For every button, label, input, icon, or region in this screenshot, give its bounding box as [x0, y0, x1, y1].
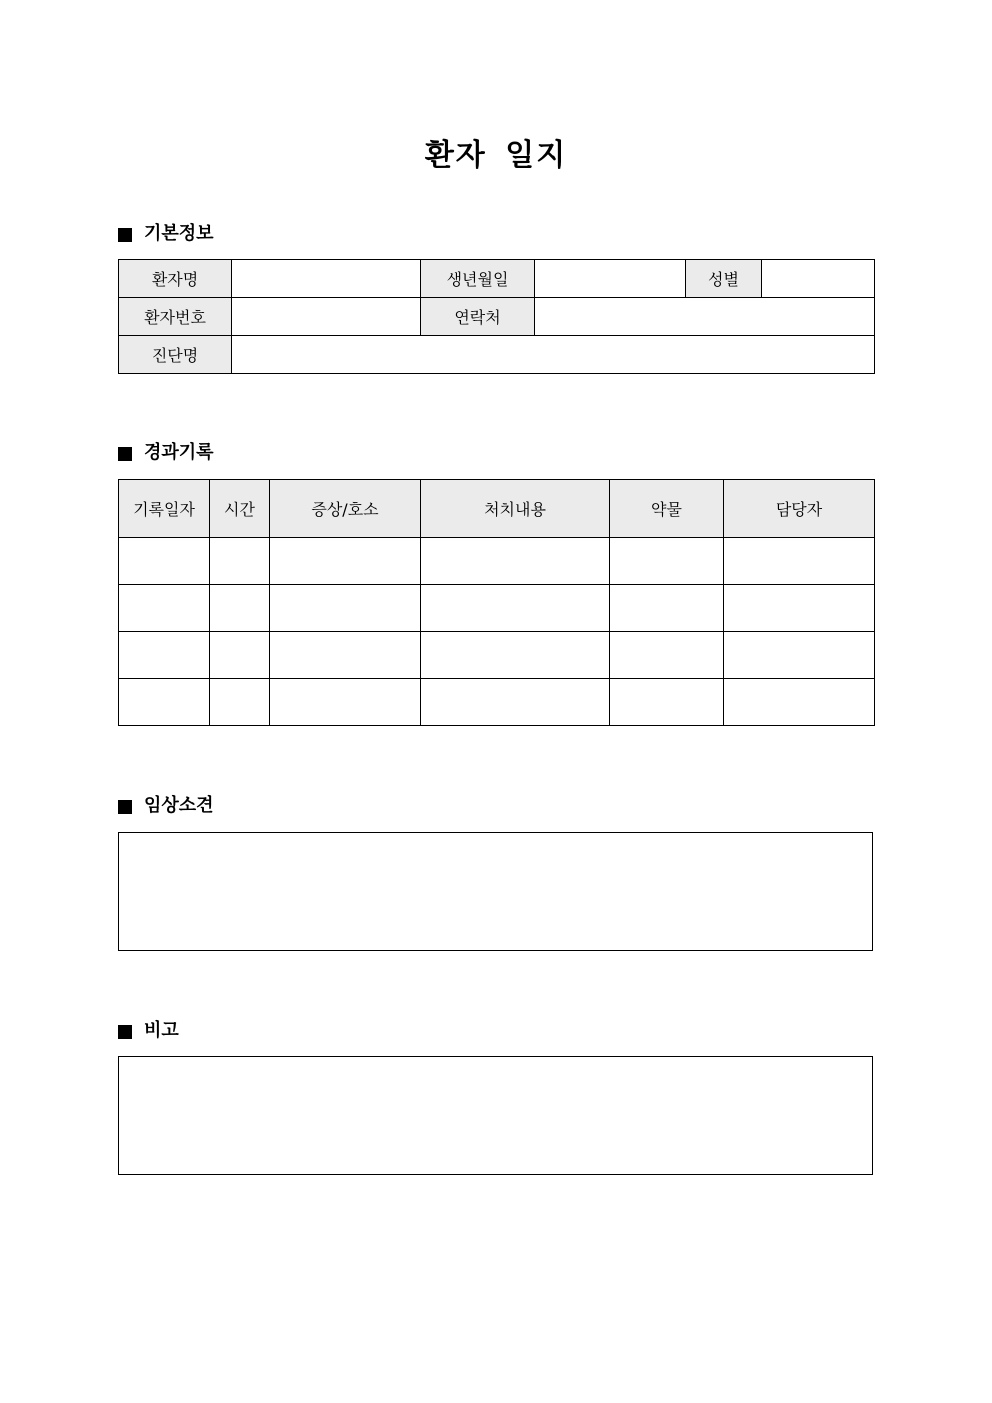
clinical-findings-textbox[interactable] — [118, 832, 873, 951]
record-date-cell[interactable] — [119, 632, 210, 679]
record-date-cell[interactable] — [119, 538, 210, 585]
black-square-icon — [118, 447, 132, 461]
time-cell[interactable] — [210, 632, 270, 679]
table-row — [119, 679, 875, 726]
patient-name-field[interactable] — [232, 260, 421, 298]
column-header-medication: 약물 — [610, 480, 724, 538]
birth-date-field[interactable] — [535, 260, 686, 298]
patient-number-field[interactable] — [232, 298, 421, 336]
diagnosis-field[interactable] — [232, 336, 875, 374]
remarks-heading — [118, 1019, 179, 1043]
patient-name-label: 환자명 — [119, 260, 232, 298]
gender-label: 성별 — [686, 260, 762, 298]
medication-cell[interactable] — [610, 538, 724, 585]
table-row — [119, 538, 875, 585]
table-row — [119, 632, 875, 679]
time-cell[interactable] — [210, 538, 270, 585]
time-cell[interactable] — [210, 679, 270, 726]
birth-date-label: 생년월일 — [421, 260, 535, 298]
medication-cell[interactable] — [610, 632, 724, 679]
column-header-record-date: 기록일자 — [119, 480, 210, 538]
staff-cell[interactable] — [724, 538, 875, 585]
progress-record-heading-text: 경과기록 — [144, 442, 214, 463]
progress-record-table — [118, 479, 875, 726]
symptoms-cell[interactable] — [270, 585, 421, 632]
column-header-symptoms: 증상/호소 — [270, 480, 421, 538]
contact-field[interactable] — [535, 298, 875, 336]
page-title: 환자 일지 — [424, 138, 568, 173]
table-row — [119, 585, 875, 632]
column-header-staff: 담당자 — [724, 480, 875, 538]
gender-field[interactable] — [762, 260, 875, 298]
symptoms-cell[interactable] — [270, 538, 421, 585]
column-header-time: 시간 — [210, 480, 270, 538]
staff-cell[interactable] — [724, 632, 875, 679]
time-cell[interactable] — [210, 585, 270, 632]
basic-info-heading-text: 기본정보 — [144, 223, 214, 244]
basic-info-heading — [118, 222, 214, 246]
clinical-findings-heading-text: 임상소견 — [144, 795, 214, 816]
black-square-icon — [118, 800, 132, 814]
medication-cell[interactable] — [610, 679, 724, 726]
black-square-icon — [118, 228, 132, 242]
remarks-textbox[interactable] — [118, 1056, 873, 1175]
clinical-findings-heading — [118, 794, 214, 818]
column-header-treatment: 처치내용 — [421, 480, 610, 538]
remarks-heading-text: 비고 — [144, 1020, 179, 1041]
treatment-cell[interactable] — [421, 679, 610, 726]
treatment-cell[interactable] — [421, 632, 610, 679]
treatment-cell[interactable] — [421, 538, 610, 585]
record-date-cell[interactable] — [119, 585, 210, 632]
symptoms-cell[interactable] — [270, 632, 421, 679]
patient-number-label: 환자번호 — [119, 298, 232, 336]
symptoms-cell[interactable] — [270, 679, 421, 726]
medication-cell[interactable] — [610, 585, 724, 632]
record-date-cell[interactable] — [119, 679, 210, 726]
progress-record-heading — [118, 441, 214, 465]
staff-cell[interactable] — [724, 585, 875, 632]
staff-cell[interactable] — [724, 679, 875, 726]
contact-label: 연락처 — [421, 298, 535, 336]
treatment-cell[interactable] — [421, 585, 610, 632]
diagnosis-label: 진단명 — [119, 336, 232, 374]
black-square-icon — [118, 1025, 132, 1039]
basic-info-table — [118, 259, 875, 374]
